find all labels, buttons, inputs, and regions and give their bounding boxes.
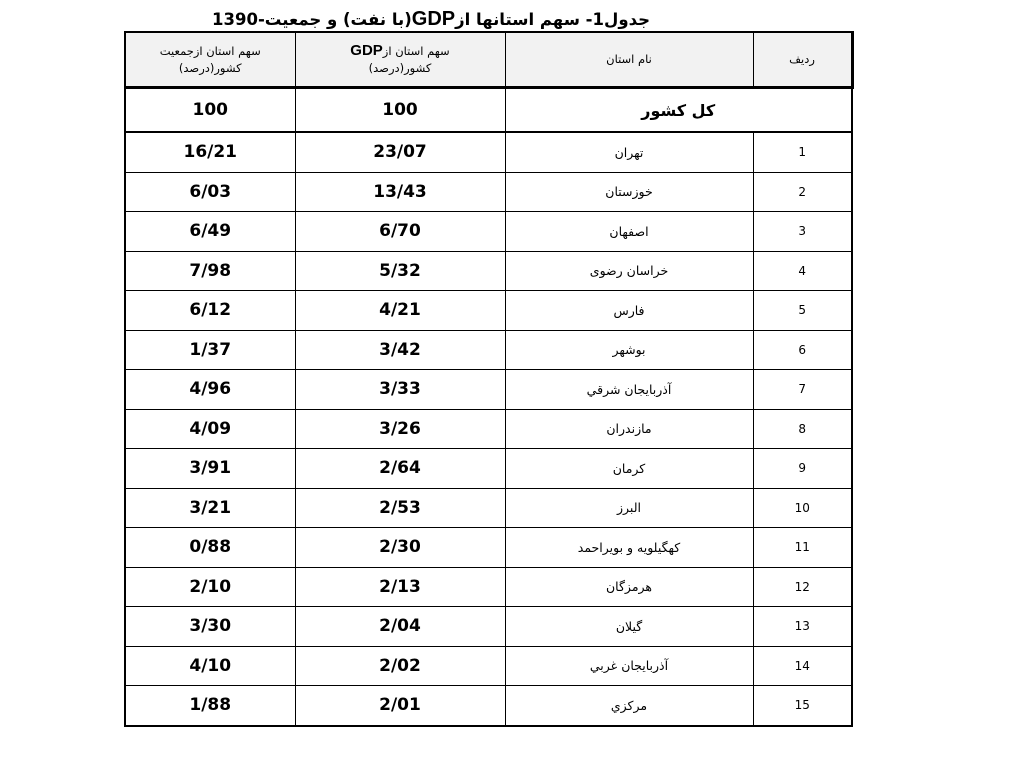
cell-province-name: مركزي (505, 686, 753, 726)
cell-province-name: مازندران (505, 409, 753, 449)
cell-row-number: 14 (753, 646, 852, 686)
table-row (125, 212, 852, 252)
cell-row-number: 12 (753, 567, 852, 607)
table-row (125, 528, 852, 568)
table-row (125, 172, 852, 212)
cell-gdp-share: 23/07 (295, 132, 505, 172)
cell-province-name: آذربايجان شرقي (505, 370, 753, 410)
cell-gdp-share: 3/33 (295, 370, 505, 410)
province-share-table (124, 31, 854, 727)
total-population-share: 100 (125, 88, 295, 133)
cell-gdp-share: 6/70 (295, 212, 505, 252)
header-population-share-line1: سهم استان ازجمعيت (159, 43, 261, 58)
cell-row-number: 11 (753, 528, 852, 568)
cell-province-name: البرز (505, 488, 753, 528)
cell-row-number: 9 (753, 449, 852, 489)
cell-province-name: هرمزگان (505, 567, 753, 607)
cell-gdp-share: 2/02 (295, 646, 505, 686)
cell-gdp-share: 2/64 (295, 449, 505, 489)
cell-province-name: آذربايجان غربي (505, 646, 753, 686)
cell-gdp-share: 2/13 (295, 567, 505, 607)
cell-gdp-share: 2/04 (295, 607, 505, 647)
cell-row-number: 4 (753, 251, 852, 291)
header-row (125, 32, 852, 88)
cell-province-name: خراسان رضوى (505, 251, 753, 291)
header-gdp-label: GDP (350, 42, 383, 59)
cell-row-number: 1 (753, 132, 852, 172)
header-gdp-share-line1 (296, 42, 505, 60)
cell-province-name: گيلان (505, 607, 753, 647)
cell-province-name: تهران (505, 132, 753, 172)
table-row (125, 449, 852, 489)
cell-population-share: 3/30 (125, 607, 295, 647)
title-gdp: GDP (411, 8, 456, 30)
cell-population-share: 4/09 (125, 409, 295, 449)
cell-gdp-share: 2/53 (295, 488, 505, 528)
cell-population-share: 3/91 (125, 449, 295, 489)
table-row (125, 488, 852, 528)
cell-population-share: 2/10 (125, 567, 295, 607)
cell-population-share: 1/88 (125, 686, 295, 726)
cell-population-share: 4/10 (125, 646, 295, 686)
cell-population-share: 6/03 (125, 172, 295, 212)
cell-population-share: 6/49 (125, 212, 295, 252)
header-population-share (125, 32, 295, 88)
table-row (125, 291, 852, 331)
cell-province-name: بوشهر (505, 330, 753, 370)
table-row (125, 686, 852, 726)
header-population-share-line2: كشور(درصد) (178, 60, 242, 75)
cell-population-share: 6/12 (125, 291, 295, 331)
cell-population-share: 7/98 (125, 251, 295, 291)
cell-row-number: 8 (753, 409, 852, 449)
cell-row-number: 10 (753, 488, 852, 528)
cell-province-name: فارس (505, 291, 753, 331)
header-province-name: نام استان (505, 32, 753, 88)
table-row (125, 251, 852, 291)
cell-gdp-share: 4/21 (295, 291, 505, 331)
cell-population-share: 3/21 (125, 488, 295, 528)
cell-province-name: خوزستان (505, 172, 753, 212)
cell-row-number: 6 (753, 330, 852, 370)
cell-row-number: 3 (753, 212, 852, 252)
table-row (125, 607, 852, 647)
cell-population-share: 1/37 (125, 330, 295, 370)
total-gdp-share: 100 (295, 88, 505, 133)
cell-row-number: 2 (753, 172, 852, 212)
total-row (125, 88, 852, 133)
cell-gdp-share: 13/43 (295, 172, 505, 212)
cell-row-number: 5 (753, 291, 852, 331)
header-gdp-share-text: سهم استان از (382, 44, 450, 58)
title-suffix: (با نفت) و جمعیت-1390 (212, 10, 412, 29)
cell-population-share: 0/88 (125, 528, 295, 568)
cell-gdp-share: 3/42 (295, 330, 505, 370)
cell-gdp-share: 3/26 (295, 409, 505, 449)
cell-gdp-share: 2/01 (295, 686, 505, 726)
cell-province-name: اصفهان (505, 212, 753, 252)
table-row (125, 567, 852, 607)
total-label: كل كشور (505, 88, 852, 133)
cell-population-share: 16/21 (125, 132, 295, 172)
title-prefix: جدول1- سهم استانها از (455, 10, 650, 29)
table-row (125, 646, 852, 686)
table-row (125, 132, 852, 172)
table-title (212, 6, 650, 32)
table-row (125, 409, 852, 449)
cell-row-number: 7 (753, 370, 852, 410)
header-gdp-share (295, 32, 505, 88)
table-row (125, 330, 852, 370)
cell-row-number: 13 (753, 607, 852, 647)
cell-population-share: 4/96 (125, 370, 295, 410)
cell-gdp-share: 5/32 (295, 251, 505, 291)
header-row-number: رديف (753, 32, 852, 88)
cell-province-name: كهگيلويه و بويراحمد (505, 528, 753, 568)
cell-row-number: 15 (753, 686, 852, 726)
header-gdp-share-line2: كشور(درصد) (368, 61, 432, 75)
cell-province-name: كرمان (505, 449, 753, 489)
table-row (125, 370, 852, 410)
cell-gdp-share: 2/30 (295, 528, 505, 568)
